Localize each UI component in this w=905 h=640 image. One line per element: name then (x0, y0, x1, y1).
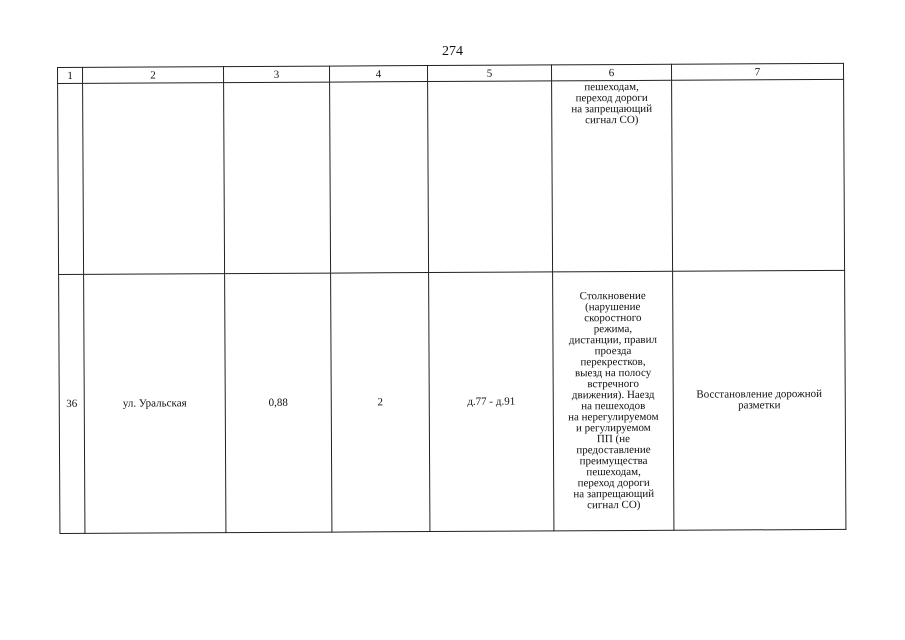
page-number: 274 (442, 44, 463, 59)
text-line: скоростного (584, 311, 642, 325)
cell-row-number: 36 (59, 274, 85, 533)
header-col-6: 6 (551, 64, 671, 81)
text-line: на пешеходов (581, 399, 646, 413)
cell-empty (58, 83, 84, 274)
table-row (59, 270, 846, 533)
cell-length: 0,88 (225, 273, 332, 533)
data-table (57, 63, 846, 534)
text-line: (нарушение (585, 300, 641, 314)
text-line: дистанции, правил (568, 333, 657, 347)
text-line: пешеходам, (584, 80, 639, 94)
text-line: и регулируемом (575, 421, 651, 435)
text-line: на запрещающий (571, 102, 653, 116)
cell-incident-description-continued (552, 80, 673, 272)
cell-empty (224, 82, 331, 274)
header-col-1: 1 (58, 67, 83, 83)
text-line: режима, (593, 322, 633, 336)
cell-street: ул. Уральская (84, 274, 226, 534)
cell-empty (83, 83, 225, 275)
text-line: Столкновение (579, 289, 646, 303)
text-line: сигнал СО) (587, 498, 641, 512)
text-line: переход дороги (577, 476, 650, 490)
table-row-continuation (58, 79, 845, 274)
text-line: Восстановление дорожной (696, 387, 823, 401)
text-line: разметки (738, 399, 781, 412)
text-line: преимущества (579, 454, 648, 468)
cell-count: 2 (331, 273, 430, 533)
header-col-5: 5 (427, 65, 551, 82)
text-line: предоставление (576, 443, 651, 457)
text-line: выезд на полосу (574, 366, 652, 380)
text-line: переход дороги (575, 91, 648, 105)
cell-section: д.77 - д.91 (429, 272, 554, 532)
text-line: встречного (587, 377, 640, 391)
text-line: перекрестков, (580, 355, 646, 369)
text-line: движения). Наезд (571, 388, 655, 402)
text-line: пешеходам, (586, 465, 641, 479)
header-col-7: 7 (671, 63, 843, 80)
cell-empty (428, 81, 553, 273)
text-line: сигнал СО) (585, 113, 639, 127)
cell-empty (330, 82, 429, 274)
text-line: на запрещающий (573, 487, 655, 501)
text-line: на нерегулируемом (568, 410, 659, 424)
cell-empty (672, 79, 845, 271)
text-line: проезда (594, 344, 632, 358)
text-line: ПП (не (596, 433, 631, 446)
cell-incident-description (553, 271, 674, 531)
header-col-2: 2 (83, 67, 224, 84)
header-col-4: 4 (329, 66, 427, 83)
header-col-3: 3 (224, 66, 330, 83)
cell-measures (673, 270, 846, 530)
